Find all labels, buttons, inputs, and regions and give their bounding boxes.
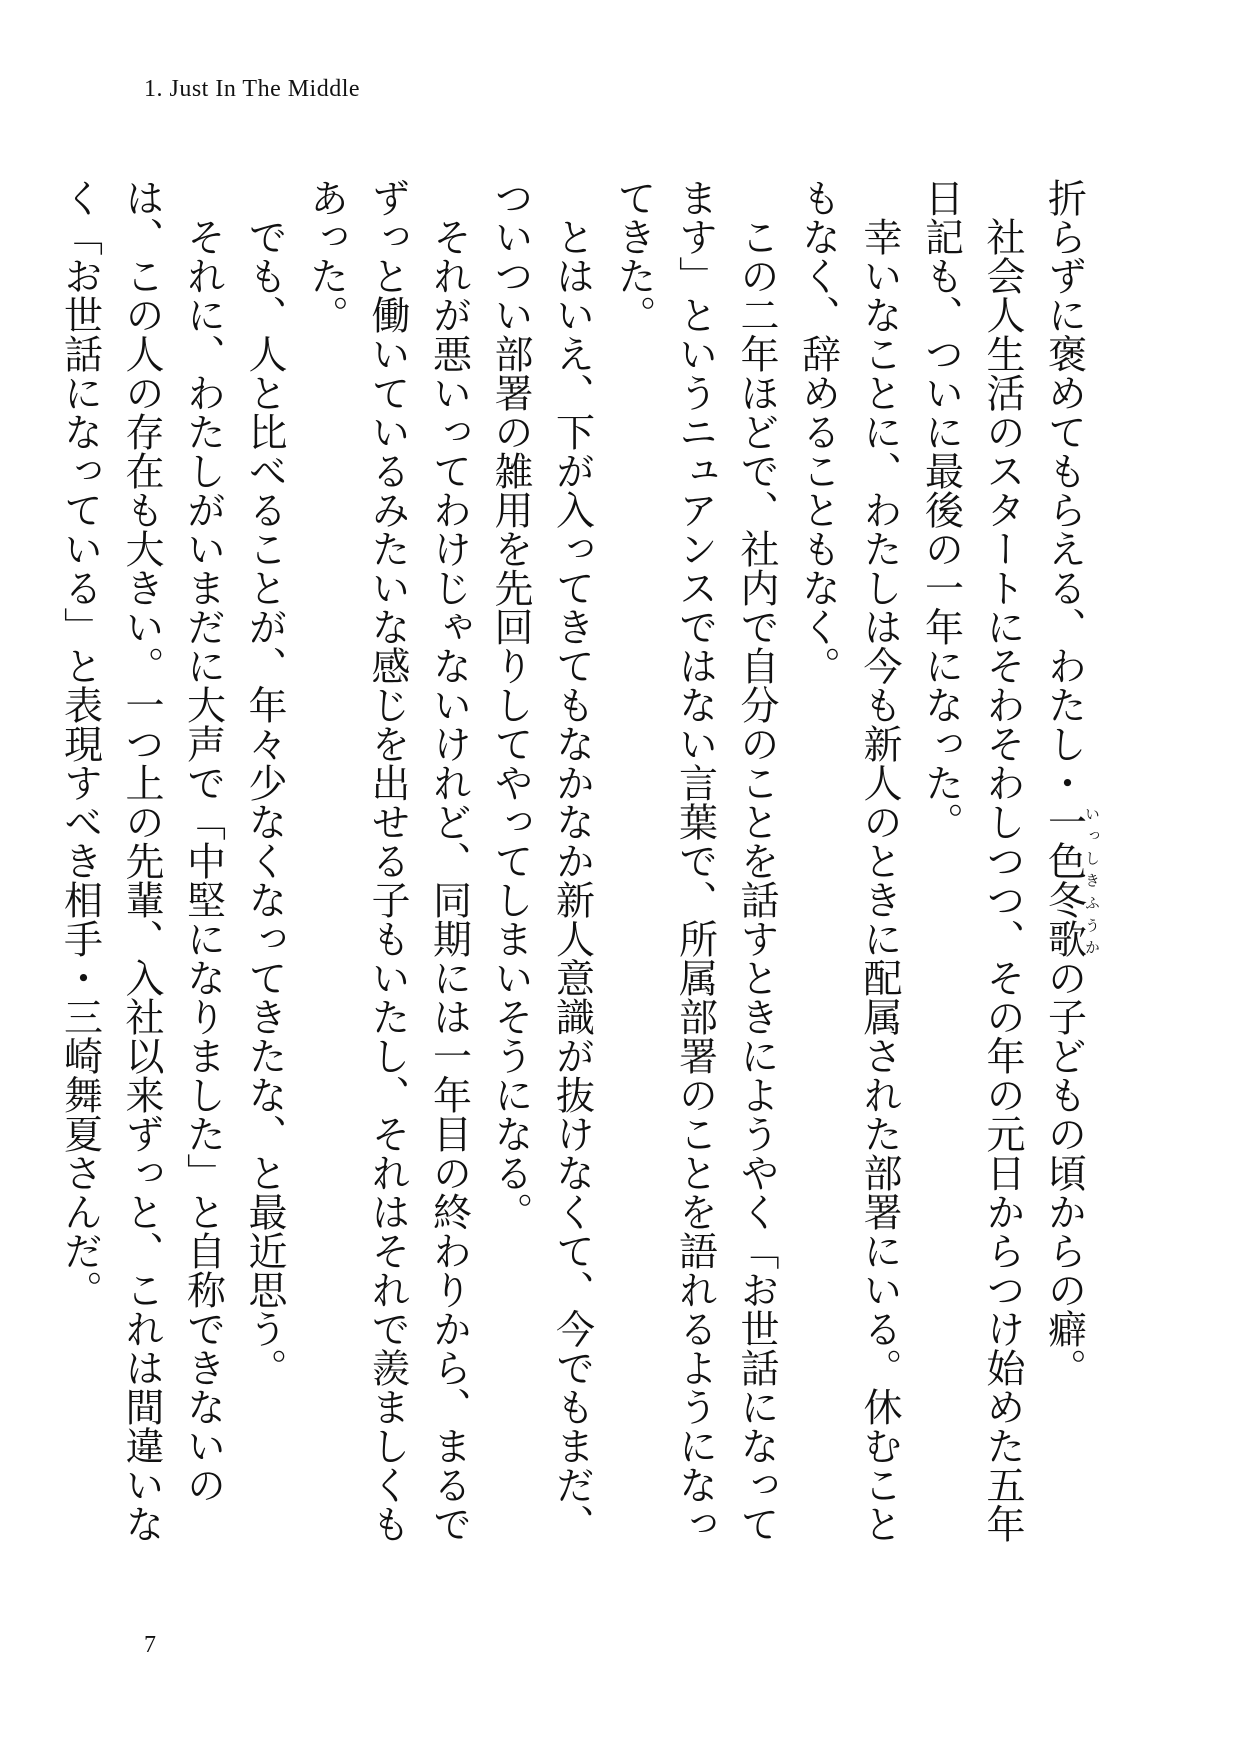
paragraph-1-tail: の子どもの頃からの癖。	[1041, 958, 1087, 1387]
furigana-name	[1041, 802, 1101, 958]
paragraph-2: 社会人生活のスタートにそわそわしつつ、その年の元日からつけ始めた五年日記も、ついに最後の一年になった。	[918, 178, 1025, 1543]
paragraph-6: それが悪いってわけじゃないけれど、同期には一年目の終わりから、まるでずっと働いているみたいな感じを出せる子もいたし、それはそれで羨ましくもあった。	[303, 178, 472, 1543]
paragraph-7: でも、人と比べることが、年々少なくなってきたな、と最近思う。	[242, 217, 287, 1387]
body-text	[57, 178, 1101, 1578]
running-head: 1. Just In The Middle	[144, 76, 361, 102]
ruby-base: 一色冬歌	[1041, 802, 1087, 958]
paragraph-3: 幸いなことに、わたしは今も新人のときに配属された部署にいる。休むこともなく、辞めることもなく。	[795, 178, 902, 1543]
page-number: 7	[144, 1632, 156, 1658]
ruby-reading: いっしきふうか	[1083, 802, 1101, 958]
paragraph-4: この二年ほどで、社内で自分のことを話すときにようやく「お世話になってます」というニュアンスではない言葉で、所属部署のことを語れるようになってきた。	[611, 178, 779, 1543]
paragraph-5: とはいえ、下が入ってきてもなかなか新人意識が抜けなくて、今でもまだ、ついつい部署の雑用を先回りしてやってしまいそうになる。	[488, 178, 595, 1543]
paragraph-8: それに、わたしがいまだに大声で「中堅になりました」と自称できないのは、この人の存在も大きい。一つ上の先輩、入社以来ずっと、これは間違いなく「お世話になっている」と表現すべき相手・三崎舞夏さんだ。	[57, 178, 226, 1543]
paragraph-1-lead: 折らずに褒めてもらえる、わたし・	[1041, 178, 1087, 802]
paragraph-1	[1033, 178, 1100, 1578]
